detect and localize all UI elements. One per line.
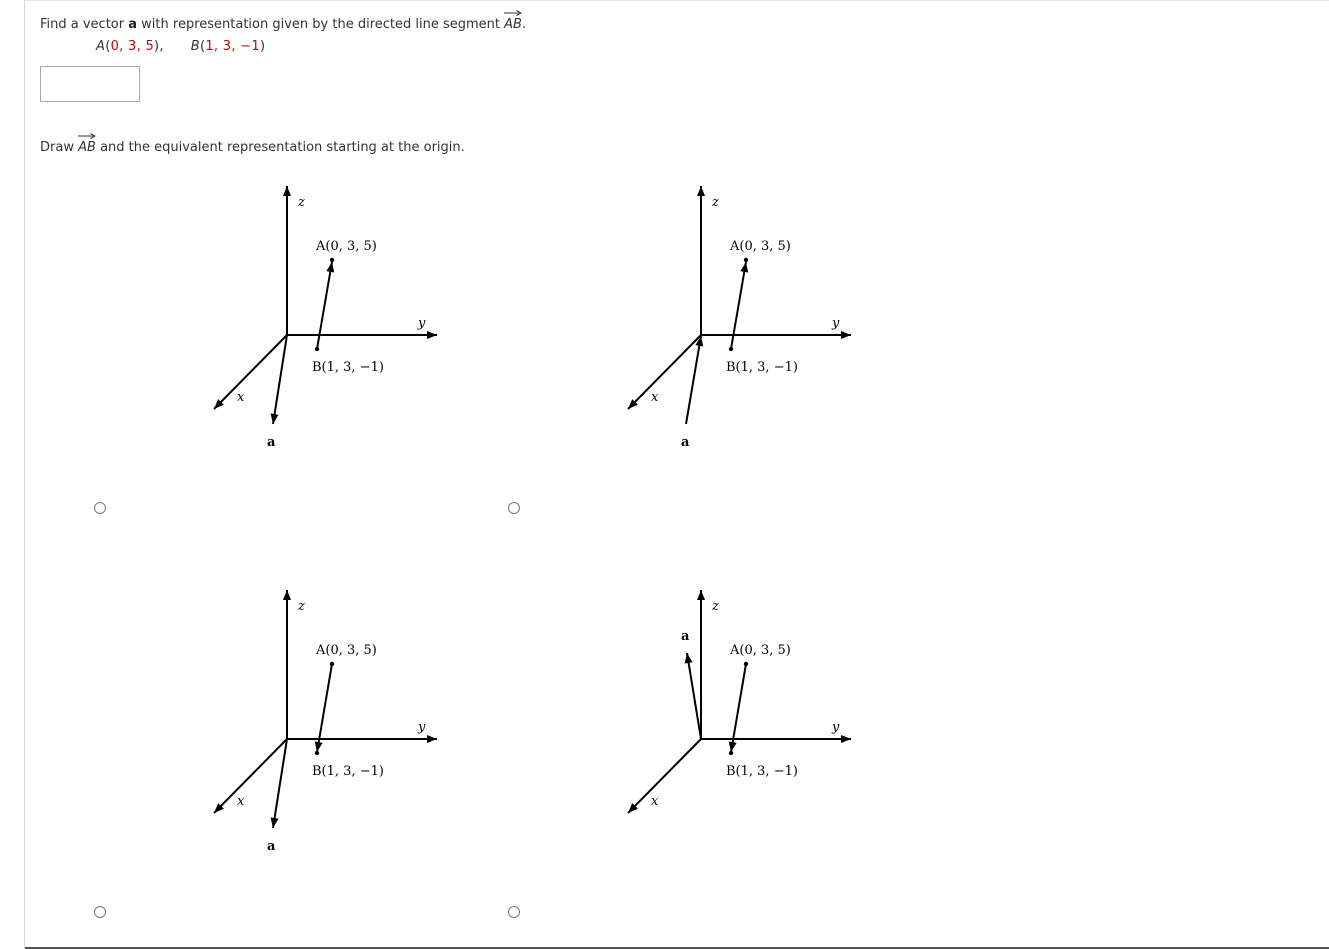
option-1-radio[interactable] — [94, 502, 106, 514]
point-a-label: A(0, 3, 5) — [316, 239, 377, 254]
z-axis-head — [283, 590, 291, 600]
y-axis-head — [841, 735, 851, 743]
z-axis-label: z — [298, 599, 305, 614]
draw-instruction: Draw AB and the equivalent representation starting at the origin. — [40, 135, 465, 157]
segment-ab-instruction: AB — [78, 135, 96, 157]
vector-a-label: a — [681, 435, 690, 450]
point-a-dot — [330, 258, 334, 262]
x-axis-label: x — [237, 390, 245, 405]
option-2-graph — [614, 180, 854, 460]
points-given: A(0, 3, 5), B(1, 3, −1) — [96, 39, 266, 54]
vector-ab-head — [315, 741, 323, 752]
y-axis-label: y — [832, 316, 840, 331]
option-3-graph — [200, 584, 440, 864]
point-b-label: B(1, 3, −1) — [312, 360, 384, 375]
left-border — [24, 0, 25, 949]
question-prefix: Find a vector — [40, 17, 125, 32]
z-axis-label: z — [298, 195, 305, 210]
option-1-graph — [200, 180, 440, 460]
point-a-name: A — [96, 39, 106, 54]
point-b-label: B(1, 3, −1) — [312, 764, 384, 779]
point-b-label: B(1, 3, −1) — [726, 764, 798, 779]
vector-ab-head — [740, 262, 748, 273]
top-border — [25, 0, 1329, 1]
vector-arrow-icon — [78, 133, 96, 139]
point-a-dot — [744, 258, 748, 262]
vector-arrow-icon — [504, 10, 522, 16]
z-axis-label: z — [712, 195, 719, 210]
vector-a-head — [271, 817, 279, 828]
z-axis-head — [697, 186, 705, 196]
vector-name: a — [128, 17, 138, 32]
point-b-coords: 1, 3, −1 — [205, 39, 260, 54]
option-3-radio[interactable] — [94, 906, 106, 918]
option-2-radio[interactable] — [508, 502, 520, 514]
point-a-coords: 0, 3, 5 — [110, 39, 155, 54]
vector-a-label: a — [267, 435, 276, 450]
x-axis — [628, 739, 701, 813]
vector-ab-head — [326, 262, 334, 273]
y-axis-head — [841, 331, 851, 339]
answer-input[interactable] — [40, 66, 140, 102]
vector-a — [687, 653, 701, 739]
y-axis-label: y — [418, 316, 426, 331]
vector-a-label: a — [267, 839, 276, 854]
vector-ab-head — [729, 741, 737, 752]
x-axis — [214, 335, 287, 409]
x-axis-label: x — [237, 794, 245, 809]
y-axis-label: y — [418, 720, 426, 735]
point-a-label: A(0, 3, 5) — [730, 239, 791, 254]
point-a-label: A(0, 3, 5) — [730, 643, 791, 658]
vector-a-head — [271, 413, 279, 424]
option-4-graph — [614, 584, 854, 864]
segment-ab: AB — [504, 12, 522, 34]
z-axis-head — [697, 590, 705, 600]
point-b-name: B — [190, 39, 200, 54]
z-axis-label: z — [712, 599, 719, 614]
vector-a-label: a — [681, 629, 690, 644]
point-a-label: A(0, 3, 5) — [316, 643, 377, 658]
question-text — [40, 12, 526, 34]
question-suffix: . — [521, 17, 527, 32]
y-axis-label: y — [832, 720, 840, 735]
y-axis-head — [427, 331, 437, 339]
x-axis-label: x — [651, 794, 659, 809]
y-axis-head — [427, 735, 437, 743]
x-axis — [214, 739, 287, 813]
question-middle: with representation given by the directed line segment — [141, 17, 500, 32]
option-4-radio[interactable] — [508, 906, 520, 918]
z-axis-head — [283, 186, 291, 196]
point-b-label: B(1, 3, −1) — [726, 360, 798, 375]
x-axis-label: x — [651, 390, 659, 405]
vector-a-head — [685, 653, 693, 664]
